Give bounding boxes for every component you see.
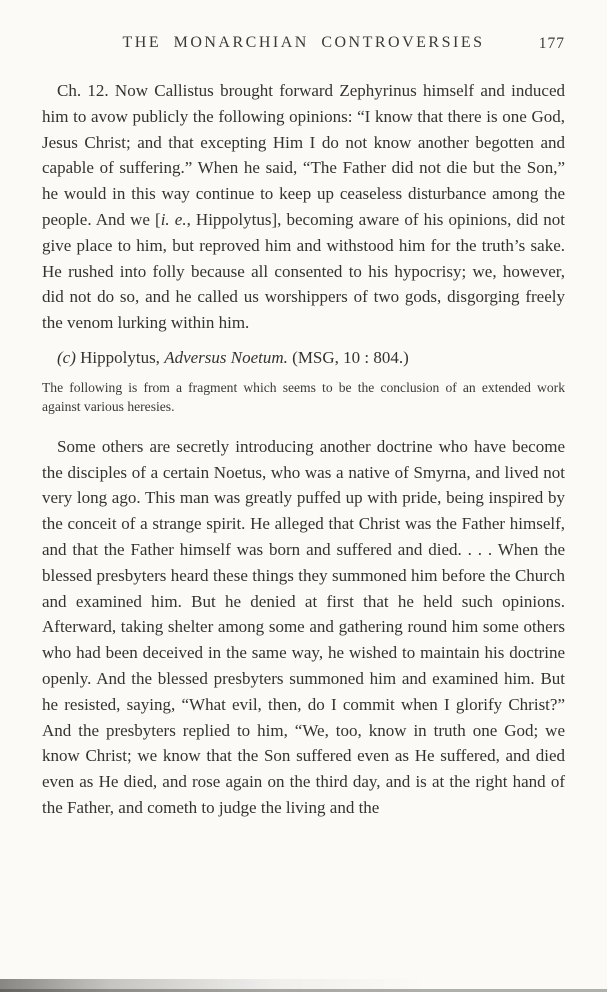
citation-author: Hippolytus, <box>75 347 165 367</box>
citation-reference: (MSG, 10 : 804.) <box>287 347 409 367</box>
text-run-italic: i. e. <box>160 209 187 229</box>
page-header <box>42 34 565 56</box>
text-run: Some others are secretly introducing another doctrine who have become the disciples of a certain Noetus, who was a native of Smyrna, and lived not very long ago. This man was greatly puffed up with pride, being inspired by the conceit of a strange spirit. He alleged that Christ was the Father himself, and that the Father himself was born and suffered and died. . . . When the blessed presbyters heard these things they summoned him before the Church and examined him. But he denied at first that he held such opinions. Afterward, taking shelter among some and gathering round him some others who had been deceived in the same way, he wished to maintain his doctrine openly. And the blessed presbyters summoned him and examined him. But he resisted, saying, “What evil, then, do I commit when I glorify Christ?” And the presbyters replied to him, “We, too, know in truth one God; we know Christ; we know that the Son suffered even as He suffered, and died even as He died, and rose again on the third day, and is at the right hand of the Father, and cometh to judge the living and the <box>42 436 565 817</box>
source-citation-line <box>42 345 565 371</box>
citation-label: (c) <box>57 347 76 367</box>
paragraph-callistus <box>42 78 565 336</box>
citation-work-title: Adversus Noetum. <box>164 347 288 367</box>
running-head-title: THE MONARCHIAN CONTROVERSIES <box>122 34 485 51</box>
page-number: 177 <box>538 35 565 52</box>
editorial-note: The following is from a fragment which seems to be the conclusion of an extended work against various heresies. <box>42 379 565 415</box>
text-run: , Hippolytus], becoming aware of his opinions, did not give place to him, but reproved him and withstood him for the truth’s sake. He rushed into folly because all consented to his hypocrisy; we, however, did not do so, and he called us worshippers of two gods, disgorging freely the venom lurking within him. <box>42 209 565 333</box>
text-run: Ch. 12. Now Callistus brought forward Zephyrinus himself and induced him to avow publicly the following opinions: “I know that there is one God, Jesus Christ; and that excepting Him I do not know another begotten and capable of suffering.” When he said, “The Father did not die but the Son,” he would in this way continue to keep up ceaseless disturbance among the people. And we [ <box>42 81 565 229</box>
paragraph-noetus-excerpt <box>42 434 565 821</box>
scan-artifact <box>0 979 607 992</box>
